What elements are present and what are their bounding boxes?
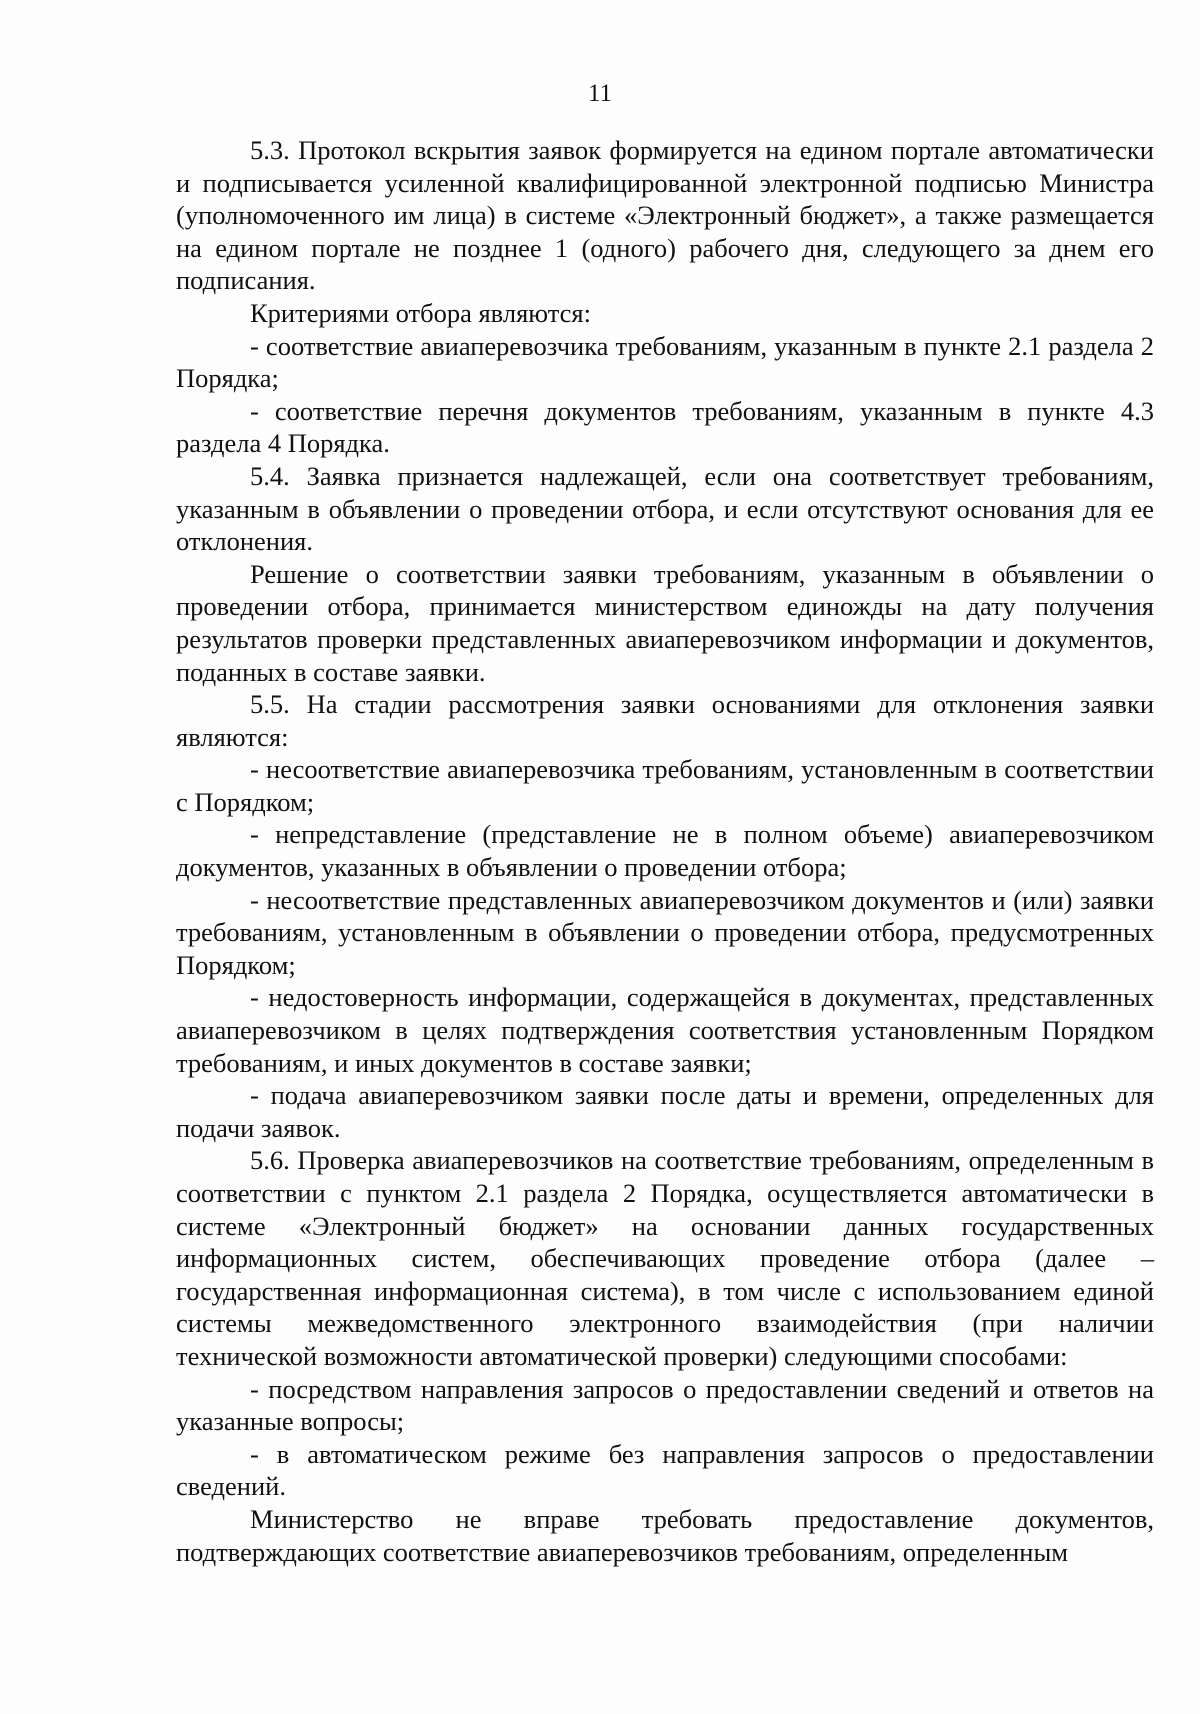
document-body: [176, 134, 1154, 1568]
paragraph-rejection-item-3: - несоответствие представленных авиаперевозчиком документов и (или) заявки требованиям, установленным в объявлении о проведении отбора, предусмотренных Порядком;: [176, 884, 1154, 980]
paragraph-criteria-intro: Критериями отбора являются:: [250, 297, 591, 328]
paragraph-criteria-item-2: - соответствие перечня документов требованиям, указанным в пункте 4.3 раздела 4 Порядка.: [176, 395, 1154, 459]
paragraph-ministry: Министерство не вправе требовать предоставление документов, подтверждающих соответствие авиаперевозчиков требованиям, определенным: [176, 1503, 1154, 1567]
paragraph-decision: Решение о соответствии заявки требованиям, указанным в объявлении о проведении отбора, принимается министерством единожды на дату получения результатов проверки представленных авиаперевозчиком информации и документов, поданных в составе заявки.: [176, 558, 1154, 687]
paragraph-5-5: 5.5. На стадии рассмотрения заявки основаниями для отклонения заявки являются:: [176, 689, 1154, 752]
paragraph-method-item-2: - в автоматическом режиме без направления запросов о предоставлении сведений.: [176, 1438, 1154, 1502]
paragraph-rejection-item-1: - несоответствие авиаперевозчика требованиям, установленным в соответствии с Порядком;: [176, 754, 1154, 817]
paragraph-5-4: 5.4. Заявка признается надлежащей, если она соответствует требованиям, указанным в объявлении о проведении отбора, и если отсутствуют основания для ее отклонения.: [176, 460, 1154, 557]
paragraph-criteria-item-1: - соответствие авиаперевозчика требованиям, указанным в пункте 2.1 раздела 2 Порядка;: [176, 330, 1154, 394]
page-number: 11: [587, 80, 613, 107]
paragraph-rejection-item-2: - непредставление (представление не в полном объеме) авиаперевозчиком документов, указанных в объявлении о проведении отбора;: [176, 819, 1154, 883]
paragraph-rejection-item-4: - недостоверность информации, содержащейся в документах, представленных авиаперевозчиком в целях подтверждения соответствия установленным Порядком требованиям, и иных документов в составе заявки;: [176, 982, 1154, 1078]
paragraph-5-3: 5.3. Протокол вскрытия заявок формируется на едином портале автоматически и подписывается усиленной квалифицированной электронной подписью Министра (уполномоченного им лица) в системе «Электронный бюджет», а также размещается на едином портале не позднее 1 (одного) рабочего дня, следующего за днем его подписания.: [176, 135, 1154, 296]
paragraph-rejection-item-5: - подача авиаперевозчиком заявки после даты и времени, определенных для подачи заявок.: [176, 1080, 1154, 1143]
paragraph-method-item-1: - посредством направления запросов о предоставлении сведений и ответов на указанные вопросы;: [176, 1373, 1154, 1437]
paragraph-5-6: 5.6. Проверка авиаперевозчиков на соответствие требованиям, определенным в соответствии с пунктом 2.1 раздела 2 Порядка, осуществляется автоматически в системе «Электронный бюджет» на основании данных государственных информационных систем, обеспечивающих проведение отбора (далее – государственная информационная система), в том числе с использованием единой системы межведомственного электронного взаимодействия (при наличии технической возможности автоматической проверки) следующими способами:: [176, 1145, 1154, 1371]
